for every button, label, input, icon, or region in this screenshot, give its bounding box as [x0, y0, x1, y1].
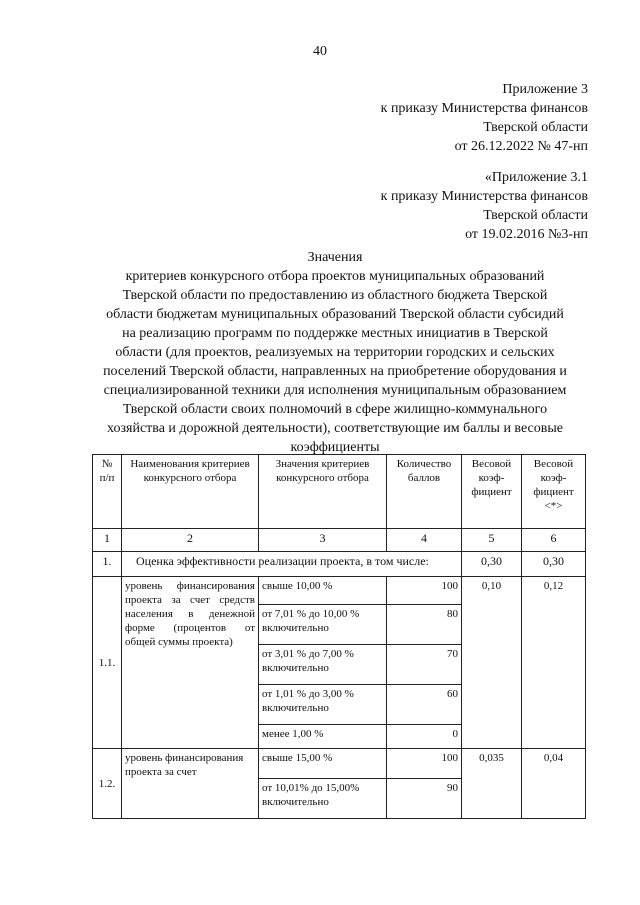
appendix-3-line1: Приложение 3 [502, 82, 588, 97]
title-line: хозяйства и дорожной деятельности), соответствующие им баллы и весовые [107, 421, 563, 436]
title-line: поселений Тверской области, направленных на приобретение оборудования и [103, 364, 567, 379]
row-1-2-number: 1.2. [93, 749, 122, 819]
row-1-2-value: свыше 15,00 % [259, 749, 387, 779]
title-line: специализированной техники для исполнения муниципальным образованием [103, 383, 567, 398]
title-line: на реализацию программ по поддержке местных инициатив в Тверской [122, 326, 548, 341]
row-1-1-name: уровень финансирования проекта за счет средств населения в денежной форме (процентов от общей суммы проекта) [122, 577, 259, 749]
appendix-3-header [381, 80, 588, 156]
section-1-weight: 0,30 [462, 552, 522, 577]
header-points: Количество баллов [387, 455, 462, 529]
appendix-3-line3: Тверской области [483, 120, 588, 135]
header-weight: Весовой коэф-фициент [462, 455, 522, 529]
row-1-1-weight-alt: 0,12 [522, 577, 586, 749]
table-row [93, 577, 586, 605]
header-number: № п/п [93, 455, 122, 529]
row-1-2-points: 90 [387, 779, 462, 819]
title-line: Тверской области по предоставлению из областного бюджета Тверской [122, 288, 548, 303]
column-number: 4 [387, 529, 462, 552]
title-line: критериев конкурсного отбора проектов муниципальных образований [125, 269, 545, 284]
row-1-2-weight: 0,035 [462, 749, 522, 819]
row-1-1-points: 0 [387, 725, 462, 749]
row-1-1-points: 80 [387, 605, 462, 645]
table-row [93, 749, 586, 779]
row-1-1-value: от 3,01 % до 7,00 % включительно [259, 645, 387, 685]
criteria-table [92, 454, 586, 819]
section-1-label: Оценка эффективности реализации проекта, в том числе: [122, 552, 462, 577]
appendix-3-1-line4: от 19.02.2016 №3-нп [465, 227, 588, 242]
row-1-2-value: от 10,01% до 15,00% включительно [259, 779, 387, 819]
column-number: 1 [93, 529, 122, 552]
appendix-3-1-line2: к приказу Министерства финансов [380, 189, 588, 204]
row-1-1-points: 60 [387, 685, 462, 725]
section-1-row [93, 552, 586, 577]
title-line: коэффициенты [290, 440, 380, 455]
title-line: Тверской области своих полномочий в сфере жилищно-коммунального [122, 402, 548, 417]
table-header-row [93, 455, 586, 529]
header-weight-alt: Весовой коэф-фициент <*> [522, 455, 586, 529]
column-number-row [93, 529, 586, 552]
row-1-1-value: свыше 10,00 % [259, 577, 387, 605]
column-number: 3 [259, 529, 387, 552]
appendix-3-1-line1: «Приложение 3.1 [484, 170, 588, 185]
appendix-3-line4: от 26.12.2022 № 47-нп [454, 139, 588, 154]
column-number: 6 [522, 529, 586, 552]
title-line: области бюджетам муниципальных образований Тверской области субсидий [106, 307, 564, 322]
column-number: 5 [462, 529, 522, 552]
row-1-1-value: от 1,01 % до 3,00 % включительно [259, 685, 387, 725]
document-title [92, 248, 578, 457]
row-1-1-number: 1.1. [93, 577, 122, 749]
row-1-2-weight-alt: 0,04 [522, 749, 586, 819]
row-1-1-value: от 7,01 % до 10,00 % включительно [259, 605, 387, 645]
row-1-2-name: уровень финансирования проекта за счет [122, 749, 259, 819]
header-criteria-values: Значения критериев конкурсного отбора [259, 455, 387, 529]
header-criteria-name: Наименования критериев конкурсного отбора [122, 455, 259, 529]
page-number: 40 [313, 44, 327, 59]
title-heading: Значения [307, 250, 363, 265]
row-1-1-points: 100 [387, 577, 462, 605]
section-1-weight-alt: 0,30 [522, 552, 586, 577]
appendix-3-line2: к приказу Министерства финансов [380, 101, 588, 116]
row-1-1-weight: 0,10 [462, 577, 522, 749]
column-number: 2 [122, 529, 259, 552]
title-line: области (для проектов, реализуемых на территории городских и сельских [115, 345, 555, 360]
appendix-3-1-line3: Тверской области [483, 208, 588, 223]
appendix-3-1-header [381, 168, 588, 244]
row-1-2-points: 100 [387, 749, 462, 779]
row-1-1-value: менее 1,00 % [259, 725, 387, 749]
section-1-number: 1. [93, 552, 122, 577]
row-1-1-points: 70 [387, 645, 462, 685]
